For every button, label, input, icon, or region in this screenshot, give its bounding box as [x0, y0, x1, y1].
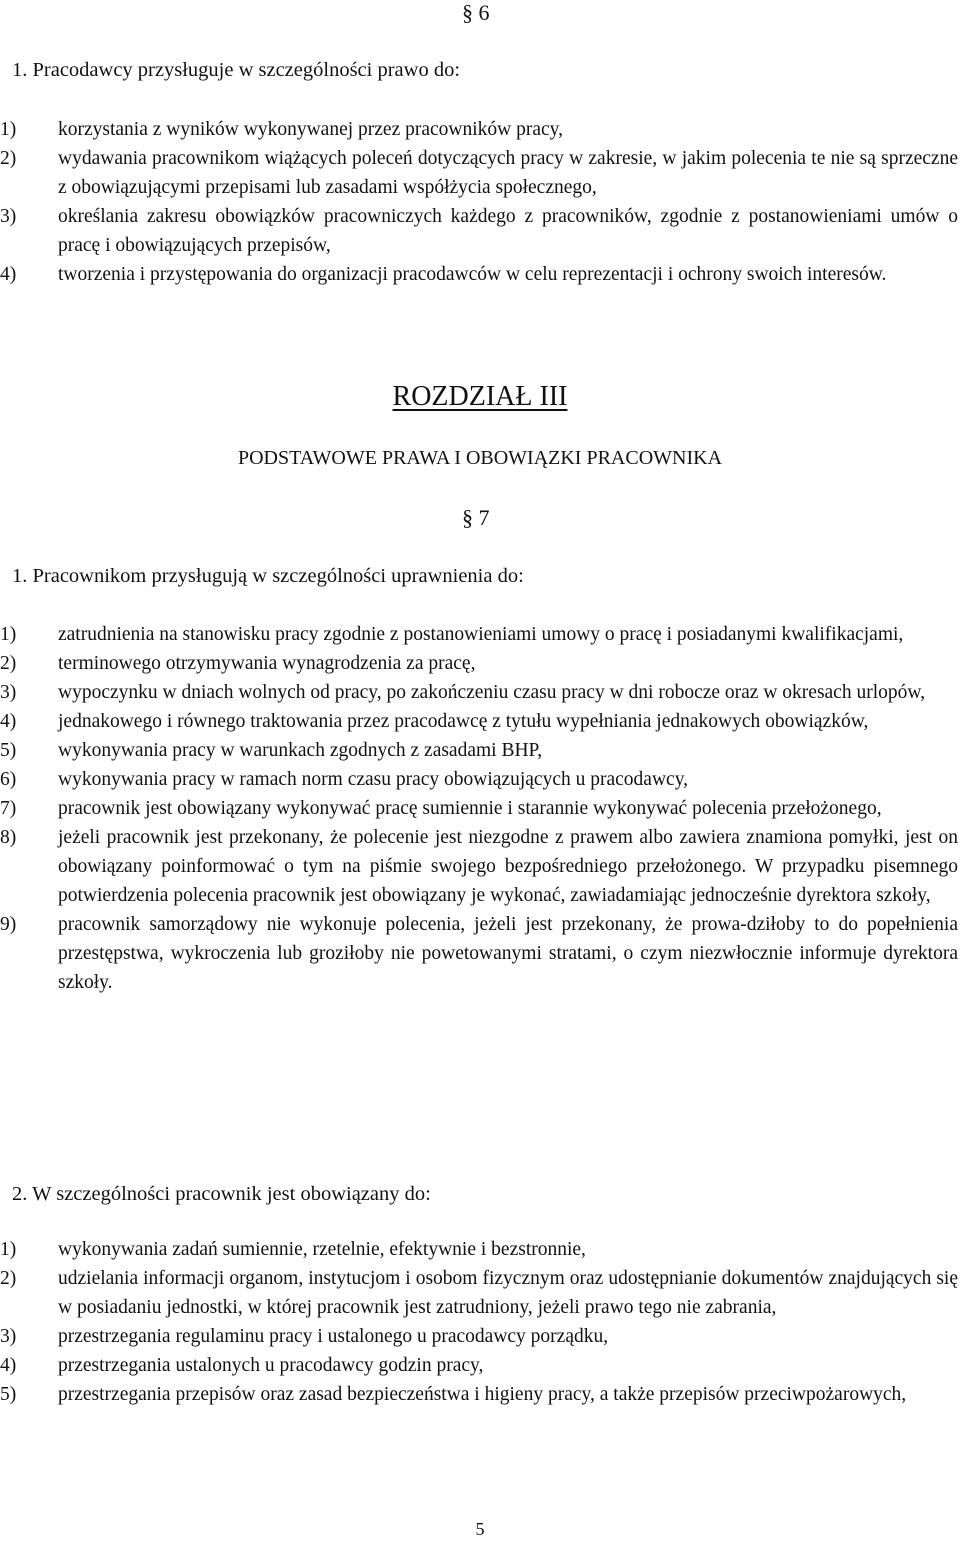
list-item	[0, 115, 958, 144]
list-item-number: 3)	[0, 206, 17, 227]
list-item	[0, 260, 958, 289]
section-7-duties-list	[0, 1235, 958, 1409]
list-item-text: przestrzegania ustalonych u pracodawcy godzin pracy,	[58, 1355, 484, 1376]
list-item	[0, 736, 958, 765]
list-item	[0, 1264, 958, 1322]
page-number: 5	[475, 1519, 485, 1539]
list-item	[0, 678, 958, 707]
list-item-text: pracownik jest obowiązany wykonywać pracę sumiennie i starannie wykonywać polecenia przełożonego,	[58, 798, 882, 819]
list-item-text: korzystania z wyników wykonywanej przez pracowników pracy,	[58, 119, 564, 140]
section-6-heading: § 6	[462, 0, 490, 25]
list-item-text: przestrzegania regulaminu pracy i ustalonego u pracodawcy porządku,	[58, 1326, 609, 1347]
list-item-text: wydawania pracownikom wiążących poleceń dotyczących pracy w zakresie, w jakim polecenia te nie są sprzeczne z obowiązującymi przepisami lub zasadami współżycia społecznego,	[58, 148, 958, 198]
section-6-list	[0, 115, 958, 289]
list-item-number: 4)	[0, 1355, 17, 1376]
list-item	[0, 202, 958, 260]
list-item	[0, 1322, 958, 1351]
list-item	[0, 144, 958, 202]
list-item	[0, 794, 958, 823]
list-item-number: 3)	[0, 682, 17, 703]
list-item	[0, 1351, 958, 1380]
list-item	[0, 823, 958, 910]
list-item-number: 4)	[0, 711, 17, 732]
list-item-text: tworzenia i przystępowania do organizacji pracodawców w celu reprezentacji i ochrony swoich interesów.	[58, 264, 887, 285]
list-item-text: jeżeli pracownik jest przekonany, że polecenie jest niezgodne z prawem albo zawiera znamiona pomyłki, jest on obowiązany poinformować o tym na piśmie swojego bezpośredniego przełożonego. W przypadku pisemnego potwierdzenia polecenia pracownik jest obowiązany je wykonać, zawiadamiając jednocześnie dyrektora szkoły,	[58, 827, 958, 906]
list-item-number: 6)	[0, 769, 17, 790]
list-item-text: terminowego otrzymywania wynagrodzenia za pracę,	[58, 653, 476, 674]
list-item	[0, 1380, 958, 1409]
list-item-text: jednakowego i równego traktowania przez pracodawcę z tytułu wypełniania jednakowych obowiązków,	[58, 711, 869, 732]
list-item	[0, 707, 958, 736]
list-item-text: wykonywania pracy w warunkach zgodnych z zasadami BHP,	[58, 740, 543, 761]
list-item-number: 9)	[0, 914, 17, 935]
list-item-number: 2)	[0, 653, 17, 674]
list-item-number: 2)	[0, 1268, 17, 1289]
list-item-number: 1)	[0, 119, 17, 140]
list-item-text: określania zakresu obowiązków pracowniczych każdego z pracowników, zgodnie z postanowieniami umów o pracę i obowiązujących przepisów,	[58, 206, 958, 256]
list-item-number: 1)	[0, 624, 17, 645]
list-item-number: 8)	[0, 827, 17, 848]
list-item	[0, 765, 958, 794]
list-item-text: wypoczynku w dniach wolnych od pracy, po zakończeniu czasu pracy w dni robocze oraz w okresach urlopów,	[58, 682, 926, 703]
chapter-subtitle: PODSTAWOWE PRAWA I OBOWIĄZKI PRACOWNIKA	[237, 447, 723, 469]
section-7-rights-list	[0, 620, 958, 997]
section-7-intro-2: 2. W szczególności pracownik jest obowiązany do:	[12, 1183, 431, 1205]
list-item-text: wykonywania pracy w ramach norm czasu pracy obowiązujących u pracodawcy,	[58, 769, 689, 790]
list-item	[0, 649, 958, 678]
list-item-text: zatrudnienia na stanowisku pracy zgodnie z postanowieniami umowy o pracę i posiadanymi kwalifikacjami,	[58, 624, 904, 645]
list-item-text: przestrzegania przepisów oraz zasad bezpieczeństwa i higieny pracy, a także przepisów przeciwpożarowych,	[58, 1384, 907, 1405]
list-item-number: 5)	[0, 740, 17, 761]
section-6-intro: 1. Pracodawcy przysługuje w szczególności prawo do:	[12, 59, 461, 81]
section-7-intro: 1. Pracownikom przysługują w szczególności uprawnienia do:	[12, 565, 524, 587]
section-7-heading: § 7	[462, 505, 490, 530]
list-item-text: udzielania informacji organom, instytucjom i osobom fizycznym oraz udostępnianie dokumentów znajdujących się w posiadaniu jednostki, w której pracownik jest zatrudniony, jeżeli prawo tego nie zabrania,	[58, 1268, 958, 1318]
list-item-number: 7)	[0, 798, 17, 819]
list-item-number: 3)	[0, 1326, 17, 1347]
list-item-number: 1)	[0, 1239, 17, 1260]
list-item	[0, 1235, 958, 1264]
list-item-text: pracownik samorządowy nie wykonuje polecenia, jeżeli jest przekonany, że prowa-dziłoby to do popełnienia przestępstwa, wykroczenia lub groziłoby nie powetowanymi stratami, o czym niezwłocznie informuje dyrektora szkoły.	[58, 914, 958, 993]
list-item-number: 5)	[0, 1384, 17, 1405]
list-item	[0, 620, 958, 649]
list-item-number: 4)	[0, 264, 17, 285]
list-item-number: 2)	[0, 148, 17, 169]
list-item	[0, 910, 958, 997]
list-item-text: wykonywania zadań sumiennie, rzetelnie, efektywnie i bezstronnie,	[58, 1239, 586, 1260]
chapter-title: ROZDZIAŁ III	[392, 381, 568, 412]
